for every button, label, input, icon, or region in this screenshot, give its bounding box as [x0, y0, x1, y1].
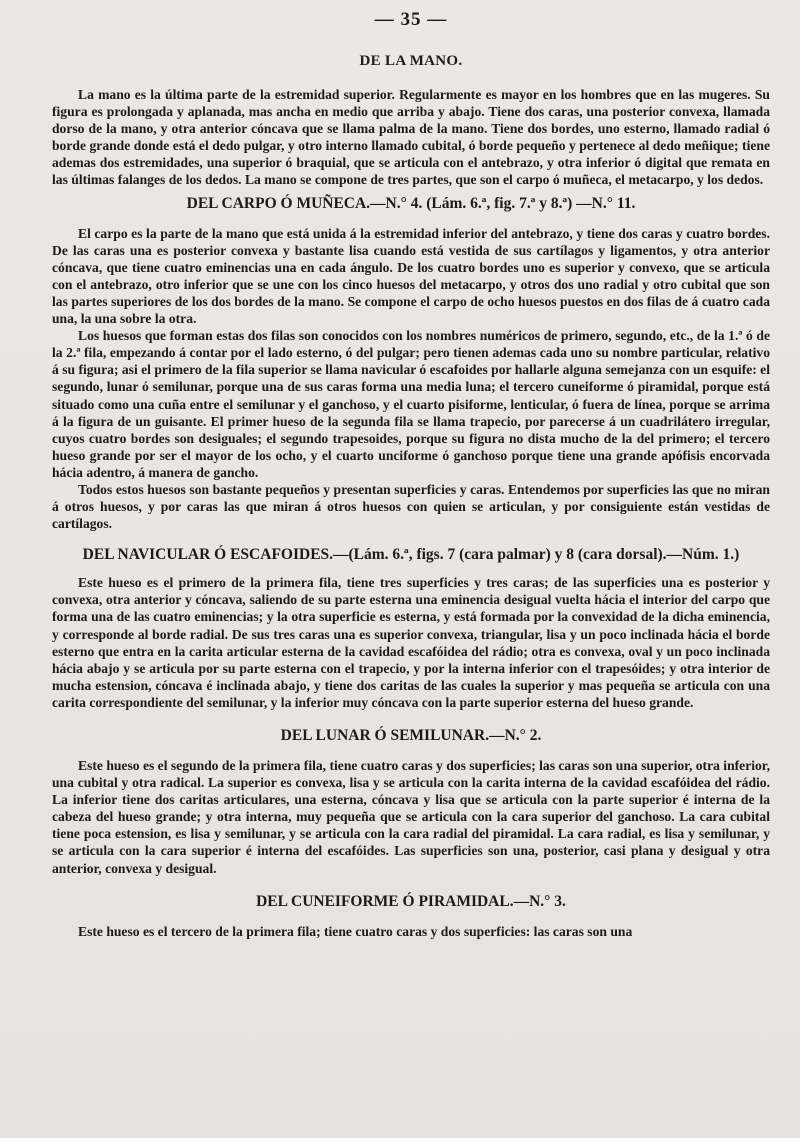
section-navicular — [52, 546, 770, 711]
paragraph: La mano es la última parte de la estremidad superior. Regularmente es mayor en los hombres que en las mugeres. Su figura es prolongada y aplanada, mas ancha en medio que arriba y abajo. Tiene dos caras, una posterior convexa, llamada dorso de la mano, y otra anterior cóncava que se llama palma de la mano. Tiene dos bordes, uno esterno, llamado radial ó borde grande donde está el dedo pulgar, y otro interno llamado cubital, ó borde pequeño y pertenece al dedo meñique; tiene ademas dos estremidades, una superior ó braquial, que se articula con el antebrazo, y otra inferior ó digital que remata en las últimas falanges de los dedos. La mano se compone de tres partes, que son el carpo ó muñeca, el metacarpo, y los dedos. — [52, 87, 770, 188]
paragraph: Este hueso es el primero de la primera fila, tiene tres superficies y tres caras; de las superficies una es posterior y convexa, otra anterior y cóncava, saliendo de su parte esterna una eminencia desigual vuelta hácia el interior del carpo que forma una de las cuatro eminencias; y la otra superficie es esterna, y está formada por la convexidad de la dicha eminencia, y corresponde al borde radial. De sus tres caras una es superior convexa, triangular, lisa y un poco inclinada hácia el borde esterno que entra en la carita articular esterna de la cavidad escafóidea del rádio; otra es convexa, oval y un poco inclinada hácia abajo y se articula por su parte esterna con el trapecio, y por la interna inferior con el trapesóides; y otra interior de mucha estension, cóncava é inclinada abajo, y tiene dos caritas de las cuales la superior y mas pequeña se articula con una carita correspondiente del semilunar, y la inferior muy cóncava con la parte superior esterna del hueso grande. — [52, 575, 770, 710]
page-number: — 35 — — [374, 9, 448, 30]
paragraph: El carpo es la parte de la mano que está unida á la estremidad inferior del antebrazo, y tiene dos caras y cuatro bordes. De las caras una es posterior convexa y bastante lisa cuando está vestida de sus cartílagos y ligamentos, y otra anterior cóncava, que tiene cuatro eminencias una en cada ángulo. De los cuatro bordes uno es superior y convexo, que se articula con el antebrazo, otro inferior que se une con los cinco huesos del metacarpo, y otros dos uno radial y otro cubital que son las partes superiores de los dos bordes de la mano. Se compone el carpo de ocho huesos puestos en dos filas de á cuatro cada una, la una sobre la otra. — [52, 225, 770, 327]
section-heading: DEL LUNAR Ó SEMILUNAR.—N.° 2. — [280, 727, 542, 744]
paragraph: Todos estos huesos son bastante pequeños y presentan superficies y caras. Entendemos por superficies las que no miran á otros huesos, y por caras las que miran á otros huesos con quien se articulan, y por consiguiente están vestidas de cartílagos. — [52, 481, 770, 532]
section-intro — [52, 86, 770, 189]
paragraph: Este hueso es el segundo de la primera fila, tiene cuatro caras y dos superficies; las caras son una superior, otra inferior, una cubital y otra radical. La superior es convexa, lisa y se articula con la carita interna de la cavidad escafóidea del rádio. La inferior tiene dos caritas articulares, una esterna, cóncava y lisa que se articula con la parte superior é interna de la cabeza del hueso grande; y otra interna, muy pequeña que se articula con la cara superior del ganchoso. La cara cubital tiene poca estension, es lisa y semilunar, y se articula con la cara radial del piramidal. La cara radial, es lisa y semilunar, y se articula con la cara superior é interna del escafóides. Las superficies son una, posterior, casi plana y desigual y otra anterior, convexa y desigual. — [52, 758, 770, 876]
page-content — [52, 10, 770, 940]
section-cuneiforme — [52, 893, 770, 940]
section-heading: DEL CARPO Ó MUÑECA.—N.° 4. (Lám. 6.ª, fig. 7.ª y 8.ª) —N.° 11. — [186, 194, 636, 212]
section-heading: DEL CUNEIFORME Ó PIRAMIDAL.—N.° 3. — [256, 892, 566, 910]
section-carpo — [52, 195, 770, 533]
section-heading: DEL NAVICULAR Ó ESCAFOIDES.—(Lám. 6.ª, figs. 7 (cara palmar) y 8 (cara dorsal).—Núm. 1.) — [82, 546, 740, 564]
paragraph: Este hueso es el tercero de la primera fila; tiene cuatro caras y dos superficies: las caras son una — [78, 923, 633, 939]
section-lunar — [52, 727, 770, 877]
paragraph: Los huesos que forman estas dos filas son conocidos con los nombres numéricos de primero, segundo, etc., de la 1.ª ó de la 2.ª fila, empezando á contar por el lado esterno, ó del pulgar; pero tienen ademas cada uno su nombre particular, relativo á su figura; asi el primero de la fila superior se llama navicular ó escafoides por hallarle alguna semejanza con un esquife: el segundo, lunar ó semilunar, porque una de sus caras forma una media luna; el tercero cuneiforme ó piramidal, porque está situado como una cuña entre el semilunar y el ganchoso, y el cuarto pisiforme, lenticular, ó fuera de línea, porque se arrima á la figura de un guisante. El primer hueso de la segunda fila se llama trapecio, por parecerse á un cuadrilátero irregular, cuyos cuatro bordes son desiguales; el segundo trapesoides, porque su figura no dista mucho de la del primero; el tercero hueso grande por ser el mayor de los ocho, y el cuarto unciforme ó ganchoso porque tiene una grande apófisis encorvada hácia adentro, á manera de gancho. — [52, 328, 770, 480]
chapter-title: DE LA MANO. — [359, 53, 463, 69]
